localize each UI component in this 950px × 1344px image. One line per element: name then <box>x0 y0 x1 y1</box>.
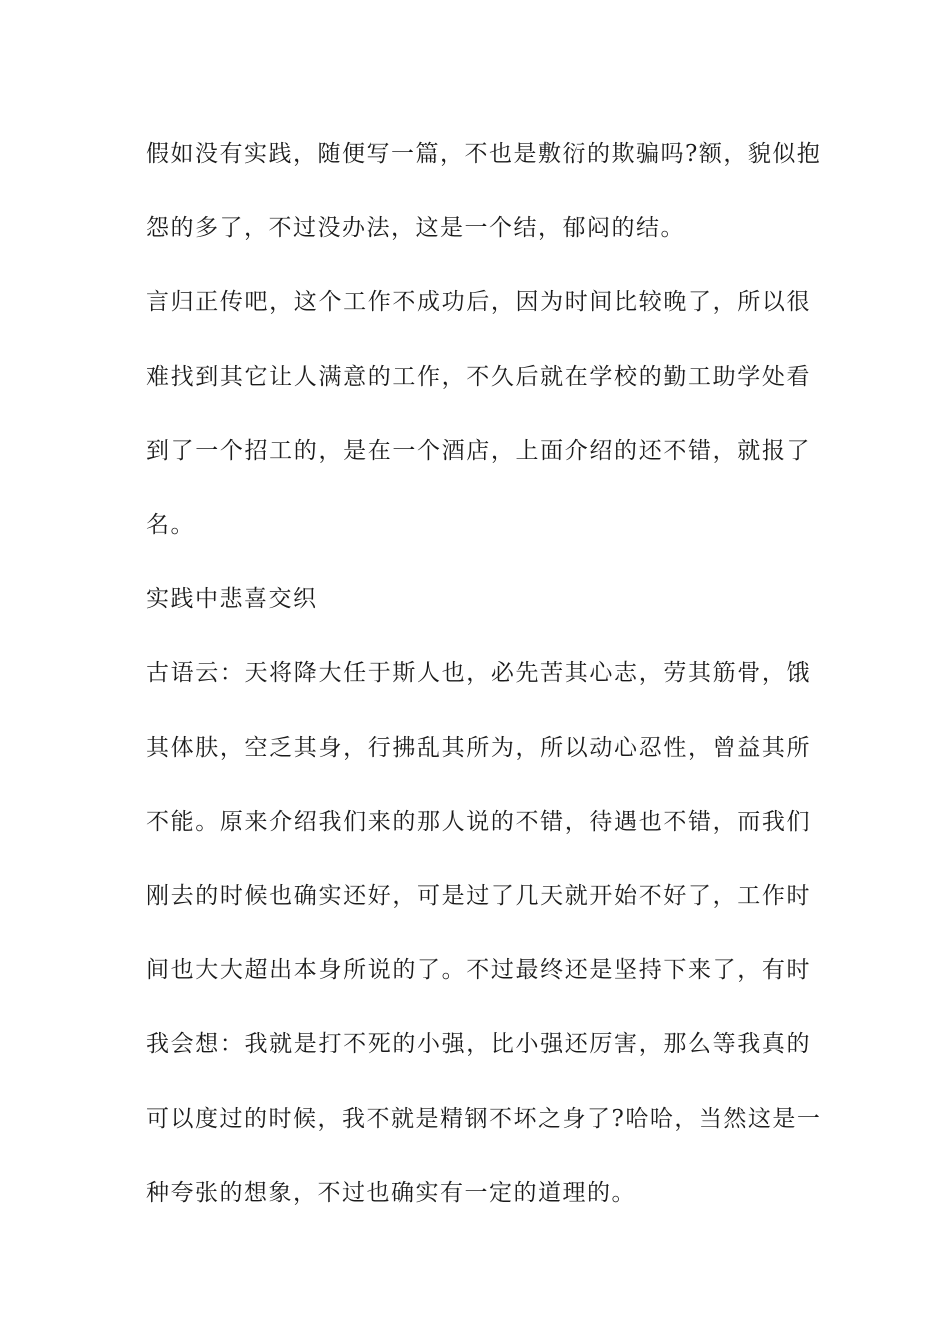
text-line: 其体肤，空乏其身，行拂乱其所为，所以动心忍性，曾益其所 <box>146 734 811 761</box>
text-line: 可以度过的时候，我不就是精钢不坏之身了?哈哈，当然这是一 <box>146 1105 822 1132</box>
text-line: 刚去的时候也确实还好，可是过了几天就开始不好了，工作时 <box>146 883 811 910</box>
section-heading <box>146 562 811 636</box>
text-line: 古语云：天将降大任于斯人也，必先苦其心志，劳其筋骨，饿 <box>146 660 811 687</box>
paragraph-complaint <box>146 117 822 265</box>
text-line: 间也大大超出本身所说的了。不过最终还是坚持下来了，有时 <box>146 957 811 984</box>
text-line: 难找到其它让人满意的工作，不久后就在学校的勤工助学处看 <box>146 363 811 390</box>
document-body <box>146 117 822 1230</box>
text-line: 言归正传吧，这个工作不成功后，因为时间比较晚了，所以很 <box>146 289 811 316</box>
paragraph-ancient-saying <box>146 636 822 1230</box>
text-line: 种夸张的想象，不过也确实有一定的道理的。 <box>146 1179 636 1206</box>
paragraph-back-to-topic <box>146 265 811 562</box>
text-line: 假如没有实践，随便写一篇，不也是敷衍的欺骗吗?额，貌似抱 <box>146 141 822 167</box>
text-line: 到了一个招工的，是在一个酒店，上面介绍的还不错，就报了 <box>146 437 811 464</box>
text-line: 我会想：我就是打不死的小强，比小强还厉害，那么等我真的 <box>146 1031 811 1058</box>
text-line: 不能。原来介绍我们来的那人说的不错，待遇也不错，而我们 <box>146 808 811 835</box>
text-line: 怨的多了，不过没办法，这是一个结，郁闷的结。 <box>146 215 685 242</box>
heading-text: 实践中悲喜交织 <box>146 586 318 613</box>
text-line: 名。 <box>146 512 195 539</box>
